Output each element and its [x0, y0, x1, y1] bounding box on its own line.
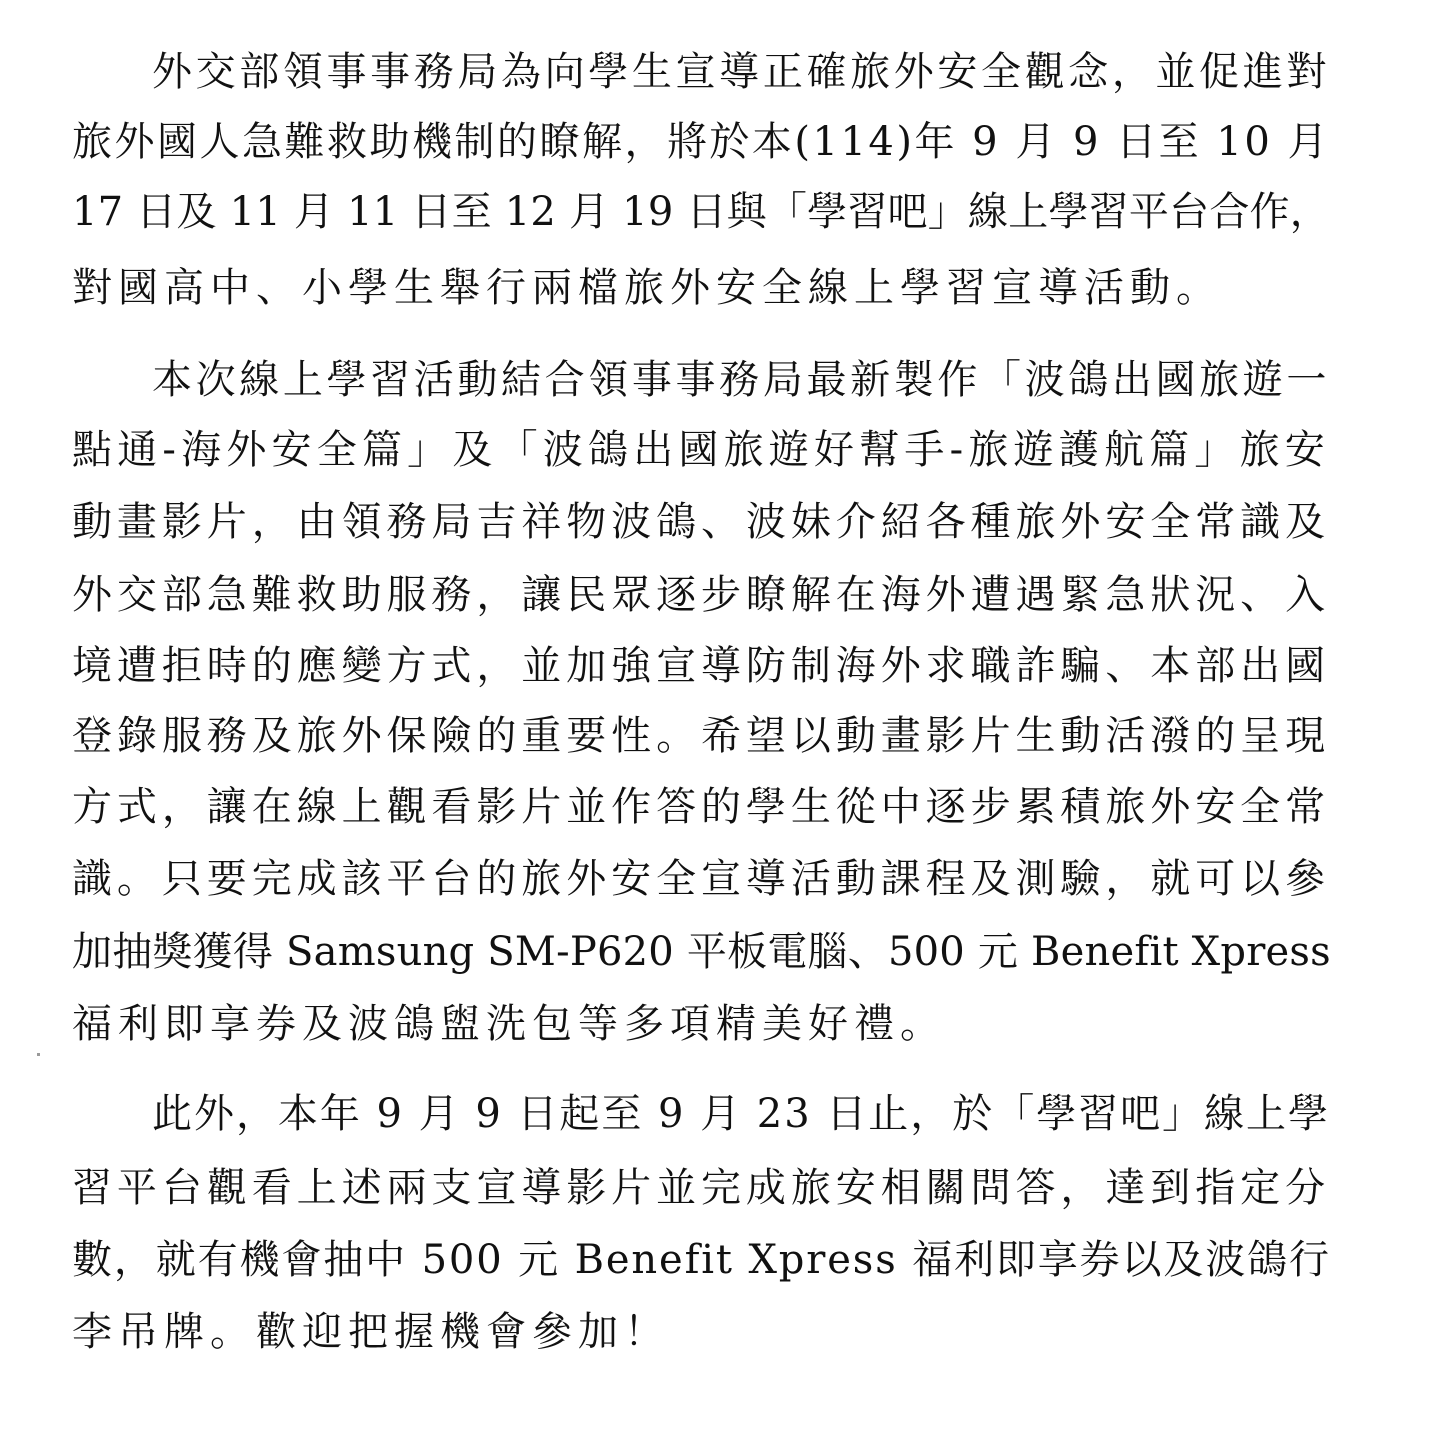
- paragraph-2-line-5: 境遭拒時的應變方式，並加強宣導防制海外求職詐騙、本部出國: [72, 643, 1330, 689]
- paragraph-2-line-1: 本次線上學習活動結合領事事務局最新製作「波鴿出國旅遊一: [152, 357, 1330, 403]
- paragraph-1-line-2: 旅外國人急難救助機制的瞭解，將於本(114)年 9 月 9 日至 10 月: [72, 119, 1330, 165]
- paragraph-2-line-3: 動畫影片，由領務局吉祥物波鴿、波妹介紹各種旅外安全常識及: [72, 499, 1330, 545]
- paragraph-2-line-6: 登錄服務及旅外保險的重要性。希望以動畫影片生動活潑的呈現: [72, 713, 1330, 759]
- paragraph-3-line-2: 習平台觀看上述兩支宣導影片並完成旅安相關問答，達到指定分: [72, 1165, 1330, 1211]
- paragraph-2-line-2: 點通-海外安全篇」及「波鴿出國旅遊好幫手-旅遊護航篇」旅安: [72, 427, 1330, 473]
- paragraph-2-line-8: 識。只要完成該平台的旅外安全宣導活動課程及測驗，就可以參: [72, 856, 1330, 902]
- paragraph-2-line-4: 外交部急難救助服務，讓民眾逐步瞭解在海外遭遇緊急狀況、入: [72, 572, 1330, 618]
- paragraph-3-line-3: 數，就有機會抽中 500 元 Benefit Xpress 福利即享券以及波鴿行: [72, 1237, 1331, 1283]
- paragraph-2-line-7: 方式，讓在線上觀看影片並作答的學生從中逐步累積旅外安全常: [72, 784, 1330, 830]
- paragraph-1-line-3: 17 日及 11 月 11 日至 12 月 19 日與「學習吧」線上學習平台合作，: [72, 189, 1330, 235]
- paragraph-1-line-4: 對國高中、小學生舉行兩檔旅外安全線上學習宣導活動。: [72, 265, 1222, 311]
- paragraph-2-line-9: 加抽獎獲得 Samsung SM-P620 平板電腦、500 元 Benefit Xpress: [72, 929, 1331, 975]
- paragraph-2-line-10: 福利即享券及波鴿盥洗包等多項精美好禮。: [72, 1001, 946, 1047]
- paragraph-1-line-1: 外交部領事事務局為向學生宣導正確旅外安全觀念，並促進對: [152, 49, 1330, 95]
- paragraph-3-line-1: 此外，本年 9 月 9 日起至 9 月 23 日止，於「學習吧」線上學: [152, 1091, 1330, 1137]
- paragraph-3-line-4: 李吊牌。歡迎把握機會參加！: [72, 1309, 670, 1355]
- scan-speck: [37, 1053, 40, 1056]
